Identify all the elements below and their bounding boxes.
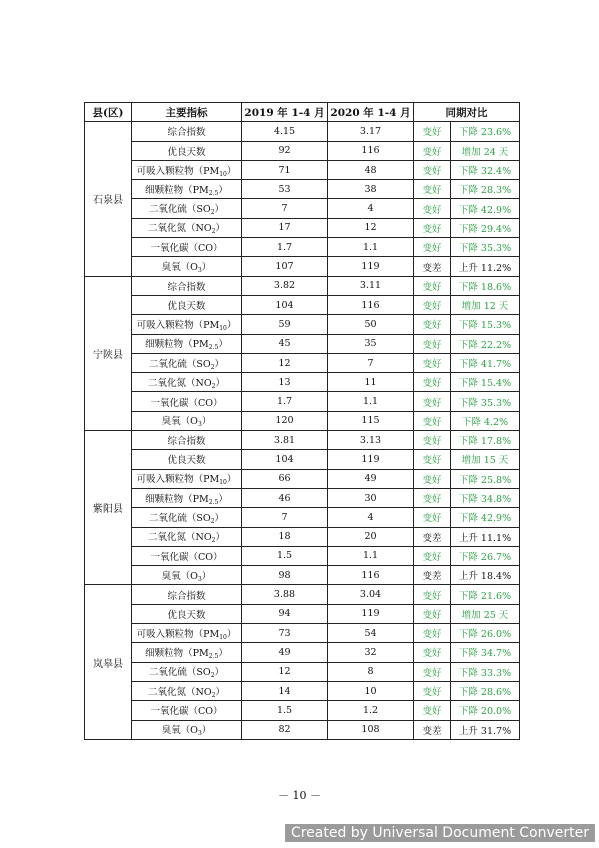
indicator-subscript: 10 bbox=[219, 170, 227, 178]
table-row bbox=[85, 276, 520, 295]
value-2020: 119 bbox=[328, 450, 414, 469]
value-2019: 120 bbox=[242, 411, 328, 430]
indicator-suffix: ） bbox=[218, 184, 228, 196]
value-2019: 107 bbox=[242, 257, 328, 276]
indicator-label: 二氧化硫（SO bbox=[148, 358, 211, 370]
value-2020: 1.2 bbox=[328, 701, 414, 720]
trend-cell: 变好 bbox=[414, 122, 451, 141]
indicator-subscript: 2 bbox=[210, 672, 215, 680]
trend-cell: 变好 bbox=[414, 276, 451, 295]
indicator-cell bbox=[132, 218, 242, 237]
trend-cell: 变好 bbox=[414, 431, 451, 450]
table-row bbox=[85, 180, 520, 199]
indicator-label: 优良天数 bbox=[167, 301, 206, 313]
indicator-label: 优良天数 bbox=[167, 146, 206, 158]
trend-cell: 变好 bbox=[414, 373, 451, 392]
county-name: 石泉县 bbox=[85, 122, 132, 276]
value-2020: 50 bbox=[328, 315, 414, 334]
value-2019: 1.5 bbox=[242, 546, 328, 565]
indicator-suffix: ） bbox=[214, 358, 225, 370]
value-2019: 82 bbox=[242, 720, 328, 739]
value-2019: 92 bbox=[242, 141, 328, 160]
indicator-suffix: ） bbox=[201, 725, 212, 737]
change-cell: 下降 28.3% bbox=[451, 180, 520, 199]
value-2019: 49 bbox=[242, 643, 328, 662]
trend-cell: 变好 bbox=[414, 701, 451, 720]
value-2019: 3.81 bbox=[242, 431, 328, 450]
value-2019: 104 bbox=[242, 450, 328, 469]
indicator-cell bbox=[132, 373, 242, 392]
value-2020: 116 bbox=[328, 141, 414, 160]
table-row bbox=[85, 450, 520, 469]
table-row bbox=[85, 585, 520, 604]
table-row bbox=[85, 720, 520, 739]
header-county: 县(区) bbox=[85, 103, 132, 122]
indicator-suffix: ） bbox=[218, 339, 228, 351]
trend-cell: 变好 bbox=[414, 488, 451, 507]
indicator-subscript: 10 bbox=[219, 633, 227, 641]
trend-cell: 变好 bbox=[414, 238, 451, 257]
change-cell: 下降 33.3% bbox=[451, 662, 520, 681]
value-2020: 3.04 bbox=[328, 585, 414, 604]
trend-cell: 变好 bbox=[414, 604, 451, 623]
table-row bbox=[85, 295, 520, 314]
value-2020: 4 bbox=[328, 508, 414, 527]
indicator-cell bbox=[132, 701, 242, 720]
value-2019: 14 bbox=[242, 681, 328, 700]
indicator-label: 优良天数 bbox=[167, 455, 206, 467]
table-row bbox=[85, 238, 520, 257]
indicator-cell bbox=[132, 199, 242, 218]
header-2020: 2020 年 1-4 月 bbox=[328, 103, 414, 122]
change-cell: 增加 15 天 bbox=[451, 450, 520, 469]
trend-cell: 变好 bbox=[414, 585, 451, 604]
indicator-cell bbox=[132, 546, 242, 565]
table-row bbox=[85, 218, 520, 237]
value-2020: 4 bbox=[328, 199, 414, 218]
trend-cell: 变好 bbox=[414, 546, 451, 565]
value-2020: 119 bbox=[328, 257, 414, 276]
table-row bbox=[85, 662, 520, 681]
indicator-cell bbox=[132, 276, 242, 295]
value-2020: 54 bbox=[328, 624, 414, 643]
value-2020: 108 bbox=[328, 720, 414, 739]
table-row bbox=[85, 431, 520, 450]
indicator-suffix: ） bbox=[215, 377, 225, 389]
indicator-suffix: ） bbox=[214, 204, 225, 216]
indicator-label: 综合指数 bbox=[167, 436, 206, 448]
value-2019: 3.82 bbox=[242, 276, 328, 295]
trend-cell: 变好 bbox=[414, 315, 451, 334]
change-cell: 下降 15.3% bbox=[451, 315, 520, 334]
indicator-subscript: 10 bbox=[219, 479, 227, 487]
indicator-label: 细颗粒物（PM bbox=[145, 493, 209, 505]
indicator-subscript: 2 bbox=[210, 517, 215, 525]
indicator-cell bbox=[132, 238, 242, 257]
indicator-label: 二氧化氮（NO bbox=[148, 532, 212, 544]
indicator-cell bbox=[132, 122, 242, 141]
change-cell: 增加 24 天 bbox=[451, 141, 520, 160]
indicator-cell bbox=[132, 662, 242, 681]
table-row bbox=[85, 546, 520, 565]
change-cell: 下降 4.2% bbox=[451, 411, 520, 430]
value-2020: 1.1 bbox=[328, 392, 414, 411]
indicator-subscript: 2.5 bbox=[208, 344, 219, 352]
indicator-cell bbox=[132, 411, 242, 430]
indicator-cell bbox=[132, 604, 242, 623]
trend-cell: 变差 bbox=[414, 527, 451, 546]
change-cell: 下降 18.6% bbox=[451, 276, 520, 295]
change-cell: 下降 35.3% bbox=[451, 392, 520, 411]
value-2020: 11 bbox=[328, 373, 414, 392]
change-cell: 上升 11.2% bbox=[451, 257, 520, 276]
value-2019: 53 bbox=[242, 180, 328, 199]
table-row bbox=[85, 566, 520, 585]
change-cell: 下降 21.6% bbox=[451, 585, 520, 604]
table-row bbox=[85, 315, 520, 334]
change-cell: 上升 31.7% bbox=[451, 720, 520, 739]
trend-cell: 变好 bbox=[414, 295, 451, 314]
change-cell: 增加 12 天 bbox=[451, 295, 520, 314]
indicator-cell bbox=[132, 450, 242, 469]
value-2019: 46 bbox=[242, 488, 328, 507]
value-2020: 116 bbox=[328, 566, 414, 585]
value-2019: 1.5 bbox=[242, 701, 328, 720]
indicator-suffix: ） bbox=[201, 262, 212, 274]
value-2020: 49 bbox=[328, 469, 414, 488]
trend-cell: 变好 bbox=[414, 160, 451, 179]
trend-cell: 变好 bbox=[414, 199, 451, 218]
indicator-label: 一氧化碳（CO） bbox=[150, 243, 223, 255]
value-2020: 48 bbox=[328, 160, 414, 179]
trend-cell: 变好 bbox=[414, 450, 451, 469]
indicator-subscript: 3 bbox=[197, 421, 202, 429]
table-row bbox=[85, 122, 520, 141]
table-row bbox=[85, 411, 520, 430]
trend-cell: 变好 bbox=[414, 643, 451, 662]
indicator-cell bbox=[132, 527, 242, 546]
indicator-label: 臭氧（O bbox=[161, 570, 198, 582]
indicator-label: 二氧化硫（SO bbox=[148, 667, 211, 679]
table-row bbox=[85, 643, 520, 662]
header-comparison: 同期对比 bbox=[414, 103, 520, 122]
indicator-subscript: 2 bbox=[211, 691, 216, 699]
county-name: 宁陕县 bbox=[85, 276, 132, 430]
trend-cell: 变好 bbox=[414, 180, 451, 199]
indicator-label: 二氧化氮（NO bbox=[148, 223, 212, 235]
change-cell: 上升 18.4% bbox=[451, 566, 520, 585]
trend-cell: 变好 bbox=[414, 353, 451, 372]
table-header-row bbox=[85, 103, 520, 122]
indicator-subscript: 3 bbox=[197, 575, 202, 583]
table-row bbox=[85, 334, 520, 353]
value-2020: 1.1 bbox=[328, 238, 414, 257]
change-cell: 下降 22.2% bbox=[451, 334, 520, 353]
indicator-subscript: 2 bbox=[210, 209, 215, 217]
indicator-cell bbox=[132, 141, 242, 160]
indicator-subscript: 2.5 bbox=[208, 498, 219, 506]
trend-cell: 变好 bbox=[414, 392, 451, 411]
value-2020: 1.1 bbox=[328, 546, 414, 565]
indicator-label: 一氧化碳（CO） bbox=[150, 706, 223, 718]
indicator-cell bbox=[132, 488, 242, 507]
indicator-suffix: ） bbox=[214, 512, 225, 524]
indicator-label: 一氧化碳（CO） bbox=[150, 397, 223, 409]
indicator-suffix: ） bbox=[226, 474, 237, 486]
value-2019: 66 bbox=[242, 469, 328, 488]
change-cell: 下降 42.9% bbox=[451, 508, 520, 527]
value-2019: 73 bbox=[242, 624, 328, 643]
value-2020: 116 bbox=[328, 295, 414, 314]
indicator-cell bbox=[132, 566, 242, 585]
indicator-suffix: ） bbox=[214, 667, 225, 679]
indicator-subscript: 2 bbox=[211, 228, 216, 236]
indicator-subscript: 3 bbox=[197, 267, 202, 275]
indicator-suffix: ） bbox=[201, 416, 212, 428]
change-cell: 上升 11.1% bbox=[451, 527, 520, 546]
indicator-subscript: 2.5 bbox=[208, 189, 219, 197]
trend-cell: 变差 bbox=[414, 257, 451, 276]
value-2020: 32 bbox=[328, 643, 414, 662]
page-number: － 10 － bbox=[278, 789, 321, 802]
indicator-label: 综合指数 bbox=[167, 281, 206, 293]
value-2020: 3.13 bbox=[328, 431, 414, 450]
indicator-cell bbox=[132, 295, 242, 314]
value-2019: 98 bbox=[242, 566, 328, 585]
indicator-label: 细颗粒物（PM bbox=[145, 184, 209, 196]
value-2020: 3.17 bbox=[328, 122, 414, 141]
table-row bbox=[85, 141, 520, 160]
table-row bbox=[85, 373, 520, 392]
value-2019: 17 bbox=[242, 218, 328, 237]
indicator-cell bbox=[132, 643, 242, 662]
indicator-cell bbox=[132, 469, 242, 488]
value-2019: 3.88 bbox=[242, 585, 328, 604]
value-2019: 7 bbox=[242, 199, 328, 218]
table-row bbox=[85, 681, 520, 700]
change-cell: 下降 26.0% bbox=[451, 624, 520, 643]
change-cell: 下降 41.7% bbox=[451, 353, 520, 372]
indicator-label: 二氧化硫（SO bbox=[148, 512, 211, 524]
value-2020: 119 bbox=[328, 604, 414, 623]
value-2019: 94 bbox=[242, 604, 328, 623]
indicator-suffix: ） bbox=[218, 493, 228, 505]
indicator-label: 一氧化碳（CO） bbox=[150, 551, 223, 563]
value-2019: 1.7 bbox=[242, 392, 328, 411]
indicator-label: 二氧化氮（NO bbox=[148, 686, 212, 698]
indicator-label: 综合指数 bbox=[167, 590, 206, 602]
indicator-label: 细颗粒物（PM bbox=[145, 339, 209, 351]
table-row bbox=[85, 508, 520, 527]
table-body bbox=[85, 122, 520, 740]
indicator-subscript: 10 bbox=[219, 324, 227, 332]
indicator-label: 臭氧（O bbox=[161, 725, 198, 737]
trend-cell: 变好 bbox=[414, 469, 451, 488]
trend-cell: 变好 bbox=[414, 218, 451, 237]
value-2019: 18 bbox=[242, 527, 328, 546]
change-cell: 下降 25.8% bbox=[451, 469, 520, 488]
indicator-cell bbox=[132, 334, 242, 353]
indicator-suffix: ） bbox=[226, 319, 237, 331]
indicator-suffix: ） bbox=[215, 532, 225, 544]
indicator-label: 二氧化硫（SO bbox=[148, 204, 211, 216]
header-indicator: 主要指标 bbox=[132, 103, 242, 122]
indicator-label: 可吸入颗粒物（PM bbox=[136, 165, 220, 177]
change-cell: 下降 28.6% bbox=[451, 681, 520, 700]
trend-cell: 变差 bbox=[414, 566, 451, 585]
indicator-cell bbox=[132, 431, 242, 450]
change-cell: 下降 34.7% bbox=[451, 643, 520, 662]
value-2019: 12 bbox=[242, 353, 328, 372]
indicator-cell bbox=[132, 508, 242, 527]
value-2020: 115 bbox=[328, 411, 414, 430]
indicator-label: 臭氧（O bbox=[161, 262, 198, 274]
value-2020: 12 bbox=[328, 218, 414, 237]
indicator-subscript: 2 bbox=[211, 537, 216, 545]
indicator-cell bbox=[132, 392, 242, 411]
indicator-cell bbox=[132, 160, 242, 179]
value-2019: 7 bbox=[242, 508, 328, 527]
value-2020: 7 bbox=[328, 353, 414, 372]
indicator-label: 臭氧（O bbox=[161, 416, 198, 428]
indicator-cell bbox=[132, 180, 242, 199]
change-cell: 下降 23.6% bbox=[451, 122, 520, 141]
indicator-suffix: ） bbox=[226, 628, 237, 640]
table-row bbox=[85, 624, 520, 643]
indicator-cell bbox=[132, 681, 242, 700]
indicator-suffix: ） bbox=[215, 223, 225, 235]
indicator-suffix: ） bbox=[201, 570, 212, 582]
indicator-cell bbox=[132, 720, 242, 739]
trend-cell: 变好 bbox=[414, 411, 451, 430]
change-cell: 下降 29.4% bbox=[451, 218, 520, 237]
change-cell: 下降 34.8% bbox=[451, 488, 520, 507]
change-cell: 下降 32.4% bbox=[451, 160, 520, 179]
value-2019: 71 bbox=[242, 160, 328, 179]
value-2020: 38 bbox=[328, 180, 414, 199]
value-2019: 13 bbox=[242, 373, 328, 392]
value-2019: 4.15 bbox=[242, 122, 328, 141]
trend-cell: 变好 bbox=[414, 662, 451, 681]
value-2020: 35 bbox=[328, 334, 414, 353]
indicator-subscript: 2 bbox=[210, 363, 215, 371]
indicator-suffix: ） bbox=[215, 686, 225, 698]
county-name: 紫阳县 bbox=[85, 431, 132, 585]
value-2020: 8 bbox=[328, 662, 414, 681]
indicator-suffix: ） bbox=[226, 165, 237, 177]
indicator-cell bbox=[132, 257, 242, 276]
indicator-cell bbox=[132, 585, 242, 604]
watermark: Created by Universal Document Converter bbox=[285, 824, 595, 842]
change-cell: 下降 20.0% bbox=[451, 701, 520, 720]
value-2019: 12 bbox=[242, 662, 328, 681]
trend-cell: 变好 bbox=[414, 681, 451, 700]
indicator-cell bbox=[132, 624, 242, 643]
value-2019: 59 bbox=[242, 315, 328, 334]
table-row bbox=[85, 527, 520, 546]
table-row bbox=[85, 257, 520, 276]
indicator-subscript: 2 bbox=[211, 382, 216, 390]
change-cell: 下降 17.8% bbox=[451, 431, 520, 450]
change-cell: 下降 26.7% bbox=[451, 546, 520, 565]
trend-cell: 变好 bbox=[414, 624, 451, 643]
trend-cell: 变差 bbox=[414, 720, 451, 739]
trend-cell: 变好 bbox=[414, 334, 451, 353]
indicator-label: 可吸入颗粒物（PM bbox=[136, 474, 220, 486]
indicator-subscript: 3 bbox=[197, 730, 202, 738]
change-cell: 增加 25 天 bbox=[451, 604, 520, 623]
indicator-subscript: 2.5 bbox=[208, 652, 219, 660]
indicator-label: 优良天数 bbox=[167, 609, 206, 621]
indicator-label: 可吸入颗粒物（PM bbox=[136, 628, 220, 640]
trend-cell: 变好 bbox=[414, 141, 451, 160]
indicator-label: 综合指数 bbox=[167, 127, 206, 139]
indicator-label: 二氧化氮（NO bbox=[148, 377, 212, 389]
indicator-suffix: ） bbox=[218, 647, 228, 659]
indicator-cell bbox=[132, 353, 242, 372]
value-2019: 104 bbox=[242, 295, 328, 314]
indicator-label: 细颗粒物（PM bbox=[145, 647, 209, 659]
value-2020: 10 bbox=[328, 681, 414, 700]
table-row bbox=[85, 160, 520, 179]
table-row bbox=[85, 353, 520, 372]
change-cell: 下降 35.3% bbox=[451, 238, 520, 257]
value-2020: 20 bbox=[328, 527, 414, 546]
indicator-label: 可吸入颗粒物（PM bbox=[136, 319, 220, 331]
table-row bbox=[85, 604, 520, 623]
change-cell: 下降 15.4% bbox=[451, 373, 520, 392]
header-2019: 2019 年 1-4 月 bbox=[242, 103, 328, 122]
table-row bbox=[85, 469, 520, 488]
change-cell: 下降 42.9% bbox=[451, 199, 520, 218]
value-2019: 1.7 bbox=[242, 238, 328, 257]
indicator-cell bbox=[132, 315, 242, 334]
air-quality-table bbox=[84, 102, 520, 740]
value-2019: 45 bbox=[242, 334, 328, 353]
table-row bbox=[85, 392, 520, 411]
value-2020: 30 bbox=[328, 488, 414, 507]
value-2020: 3.11 bbox=[328, 276, 414, 295]
trend-cell: 变好 bbox=[414, 508, 451, 527]
table-row bbox=[85, 701, 520, 720]
table-row bbox=[85, 199, 520, 218]
county-name: 岚皋县 bbox=[85, 585, 132, 739]
table-row bbox=[85, 488, 520, 507]
